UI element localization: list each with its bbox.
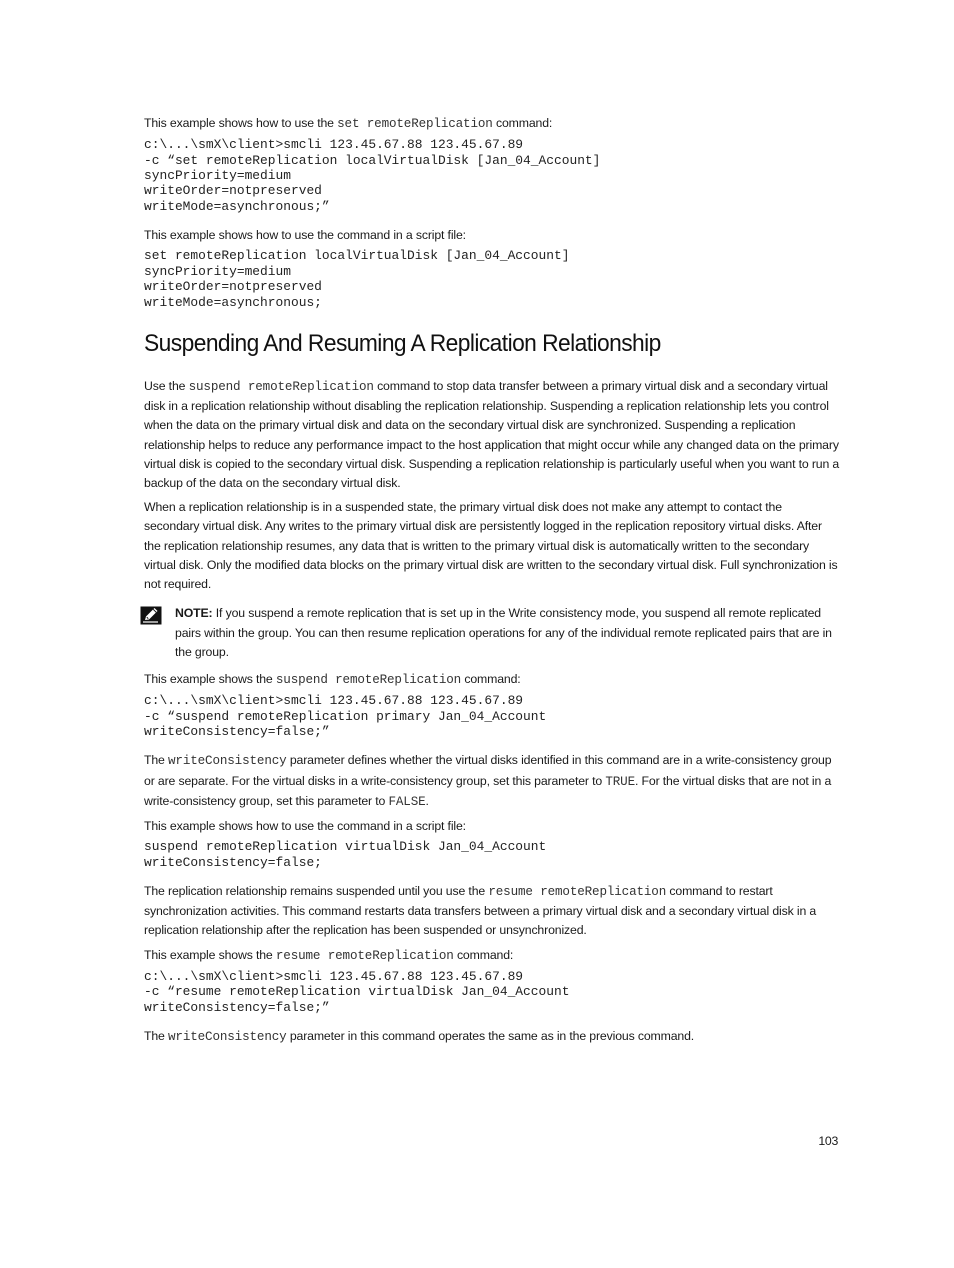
note-text [175,604,840,662]
text: . [425,793,429,808]
code-block-set-cli: c:\...\smX\client>smcli 123.45.67.88 123.45.67.89 -c “set remoteReplication localVirtualDisk [Jan_04_Account] syncPriority=medium writeOrder=notpreserved writeMode=asynchronous;” [144,137,601,214]
inline-code: set remoteReplication [337,117,493,131]
text: command: [453,947,514,962]
text: command to restart synchronization activities. This command restarts data transfers between a primary virtual disk and a secondary virtual disk in a replication relationship after the replication has been suspended or unsynchronized. [144,883,817,938]
paragraph-suspend-example-intro [144,670,840,690]
code-block-set-script: set remoteReplication localVirtualDisk [Jan_04_Account] syncPriority=medium writeOrder=notpreserved writeMode=asynchronous; [144,248,570,310]
text: . For the virtual disks that are not in a write-consistency group, set this parameter to [144,773,832,808]
paragraph-closing [144,1027,840,1047]
section-heading: Suspending And Resuming A Replication Relationship [144,330,661,358]
text: command: [461,671,521,686]
note-pencil-icon [140,606,162,625]
page-content [144,114,840,1052]
inline-code: resume remoteReplication [275,948,454,963]
text: The replication relationship remains suspended until you use the [144,883,489,898]
text: command: [492,116,553,130]
paragraph-set-example-intro [144,114,840,134]
inline-code: FALSE [388,794,426,809]
text: The [144,753,169,768]
inline-code: writeConsistency [168,1029,287,1044]
paragraph-script-intro-2: This example shows how to use the command in a script file: [144,818,466,833]
paragraph-write-consistency [144,751,840,812]
inline-code: suspend remoteReplication [188,380,374,395]
text: If you suspend a remote replication that is set up in the Write consistency mode, you suspend all remote replicated pairs within the group. You can then resume replication operations for any of the individual remote replicated pairs that are in the group. [175,606,832,659]
paragraph-suspend-description [144,377,840,493]
paragraph-suspended-state: When a replication relationship is in a suspended state, the primary virtual disk does not make any attempt to contact the secondary virtual disk. Any writes to the primary virtual disk are persistently logged in the replication repository virtual disks. After the replication relationship resumes, any data that is written to the primary virtual disk is automatically written to the secondary virtual disk. Only the modified data blocks on the primary virtual disk are written to the secondary virtual disk. Full synchronization is not required. [144,500,838,592]
inline-code: writeConsistency [168,754,287,769]
inline-code: suspend remoteReplication [275,672,462,687]
paragraph-resume-example-intro [144,946,840,966]
text: command to stop data transfer between a primary virtual disk and a secondary virtual disk in a replication relationship without disabling the replication relationship. Suspending a replication relationship lets you control when the data on the primary virtual disk and data on the secondary virtual disk are synchronized. Suspending a replication relationship helps to reduce any performance impact to the host application that might occur while any changed data on the primary virtual disk is copied to the secondary virtual disk. Suspending a replication relationship is particularly useful when you want to run a backup of the data on the secondary virtual disk. [144,379,840,491]
page-number: 103 [818,1134,838,1148]
code-block-suspend-cli: c:\...\smX\client>smcli 123.45.67.88 123.45.67.89 -c “suspend remoteReplication primary Jan_04_Account writeConsistency=false;” [144,693,547,739]
text: The [144,1028,169,1043]
text: This example shows the [144,947,276,962]
code-block-suspend-script: suspend remoteReplication virtualDisk Jan_04_Account writeConsistency=false; [144,839,547,870]
paragraph-script-intro: This example shows how to use the command in a script file: [144,228,466,243]
inline-code: resume remoteReplication [488,884,667,899]
text: This example shows how to use the [144,116,338,130]
inline-code: TRUE [605,774,635,789]
text: This example shows the [144,671,276,686]
code-block-resume-cli: c:\...\smX\client>smcli 123.45.67.88 123.45.67.89 -c “resume remoteReplication virtualDisk Jan_04_Account writeConsistency=false;” [144,968,570,1015]
note-box [144,604,840,662]
text: parameter defines whether the virtual disks identified in this command are in a write-consistency group or are separate. For the virtual disks in a write-consistency group, set this parameter to [144,753,832,788]
paragraph-resume-description [144,882,840,941]
text: parameter in this command operates the same as in the previous command. [286,1028,695,1043]
text: Use the [144,379,189,394]
note-label: NOTE: [175,606,213,621]
